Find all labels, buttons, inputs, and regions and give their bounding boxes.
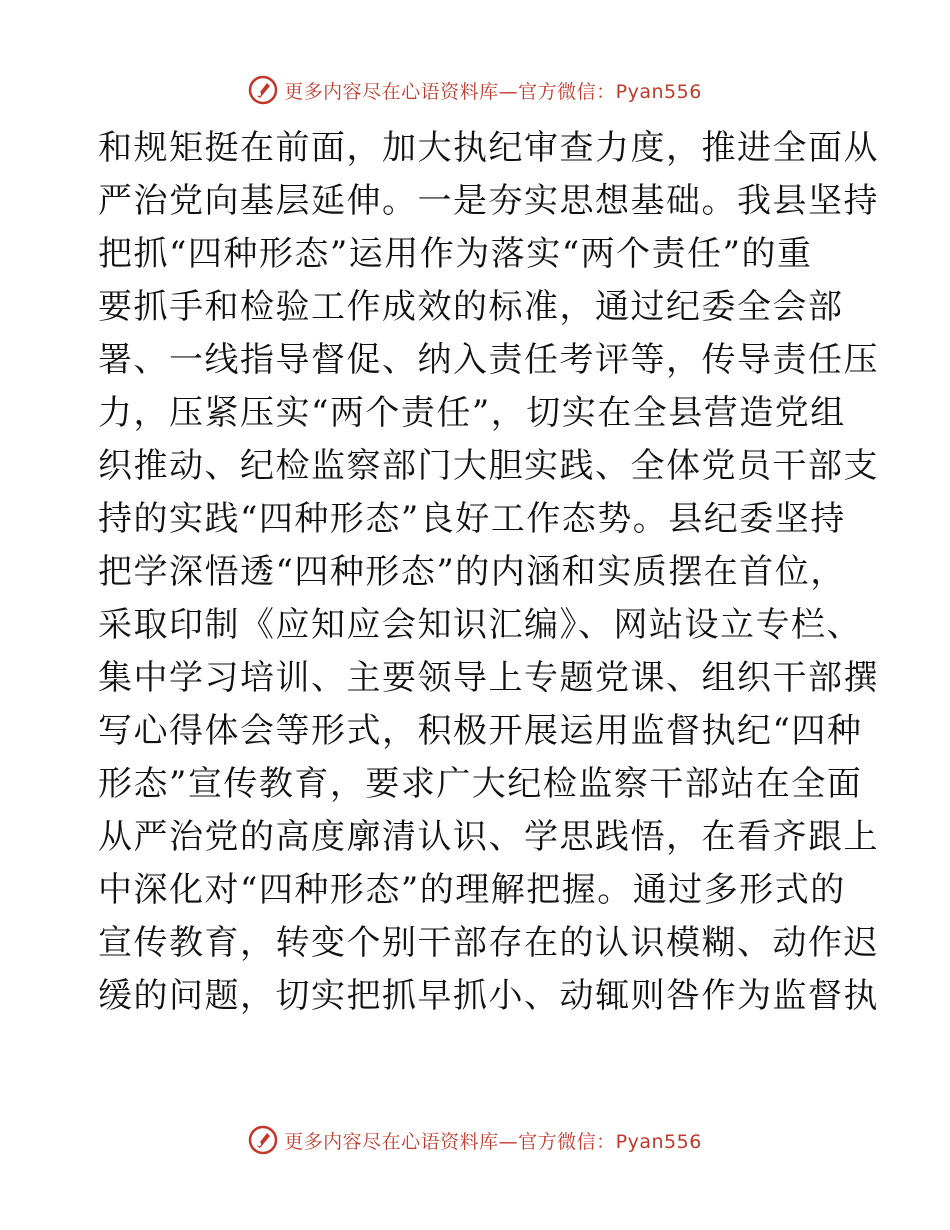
text-line: 写心得体会等形式，积极开展运用监督执纪“四种 <box>98 711 863 751</box>
pen-nib-icon <box>248 75 278 105</box>
document-body <box>98 122 879 1023</box>
text-line: 署、一线指导督促、纳入责任考评等，传导责任压 <box>98 340 879 380</box>
text-line: 缓的问题，切实把抓早抓小、动辄则咎作为监督执 <box>98 976 879 1016</box>
text-line: 织推动、纪检监察部门大胆实践、全体党员干部支 <box>98 446 879 486</box>
text-line: 持的实践“四种形态”良好工作态势。县纪委坚持 <box>98 499 846 539</box>
text-line: 中深化对“四种形态”的理解把握。通过多形式的 <box>98 870 846 910</box>
text-line: 严治党向基层延伸。一是夯实思想基础。我县坚持 <box>98 181 879 221</box>
text-line: 把抓“四种形态”运用作为落实“两个责任”的重 <box>98 234 813 274</box>
text-line: 从严治党的高度廓清认识、学思践悟，在看齐跟上 <box>98 817 879 857</box>
footer-banner-text: 更多内容尽在心语资料库—官方微信：Pyan556 <box>284 1130 702 1153</box>
text-line: 宣传教育，转变个别干部存在的认识模糊、动作迟 <box>98 923 879 963</box>
text-line: 采取印制《应知应会知识汇编》、网站设立专栏、 <box>98 605 862 645</box>
text-line: 把学深悟透“四种形态”的内涵和实质摆在首位， <box>98 552 846 592</box>
text-line: 集中学习培训、主要领导上专题党课、组织干部撰 <box>98 658 879 698</box>
text-line: 形态”宣传教育，要求广大纪检监察干部站在全面 <box>98 764 863 804</box>
header-banner-text: 更多内容尽在心语资料库—官方微信：Pyan556 <box>284 80 702 103</box>
footer-banner <box>0 1120 950 1160</box>
pen-nib-icon <box>248 1125 278 1155</box>
text-line: 和规矩挺在前面，加大执纪审查力度，推进全面从 <box>98 128 879 168</box>
text-line: 要抓手和检验工作成效的标准，通过纪委全会部 <box>98 287 844 327</box>
text-line: 力，压紧压实“两个责任”，切实在全县营造党组 <box>98 393 846 433</box>
header-banner <box>0 70 950 110</box>
